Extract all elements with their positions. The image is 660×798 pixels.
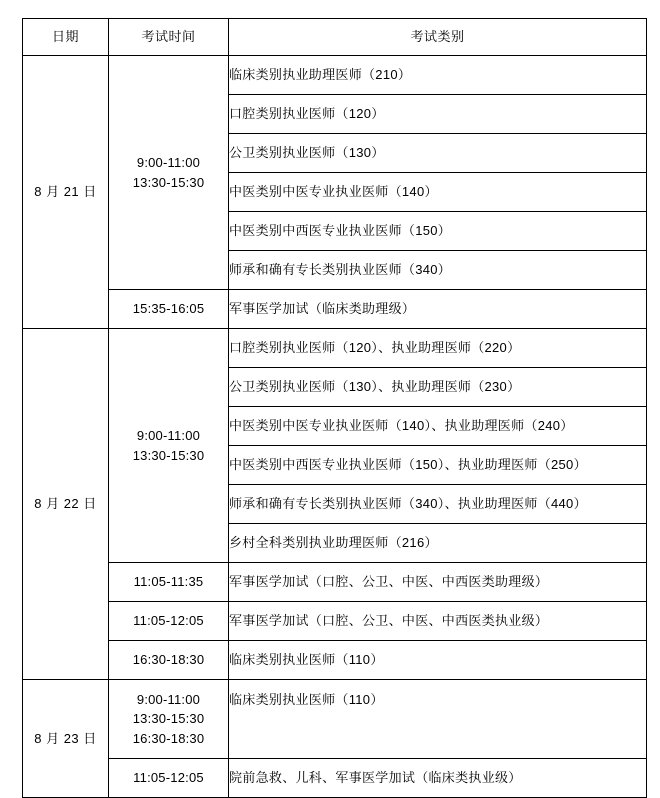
time-cell-day2-group2: 11:05-11:35 bbox=[109, 563, 229, 602]
column-header-time: 考试时间 bbox=[109, 19, 229, 56]
category-cell: 中医类别中医专业执业医师（140） bbox=[229, 173, 647, 212]
category-cell: 军事医学加试（口腔、公卫、中医、中西医类助理级） bbox=[229, 563, 647, 602]
table-row bbox=[23, 759, 647, 798]
table-row bbox=[23, 56, 647, 95]
date-cell-day1: 8 月 21 日 bbox=[23, 56, 109, 329]
category-cell: 军事医学加试（口腔、公卫、中医、中西医类执业级） bbox=[229, 602, 647, 641]
time-cell-day2-group3: 11:05-12:05 bbox=[109, 602, 229, 641]
time-line: 13:30-15:30 bbox=[132, 447, 205, 463]
table-row bbox=[23, 602, 647, 641]
table-body bbox=[23, 56, 647, 798]
time-line: 9:00-11:00 bbox=[136, 691, 201, 707]
category-cell: 公卫类别执业医师（130） bbox=[229, 134, 647, 173]
category-cell: 口腔类别执业医师（120） bbox=[229, 95, 647, 134]
time-line: 13:30-15:30 bbox=[132, 174, 205, 190]
category-cell: 院前急救、儿科、军事医学加试（临床类执业级） bbox=[229, 759, 647, 798]
time-line: 16:30-18:30 bbox=[132, 730, 205, 746]
table-row bbox=[23, 329, 647, 368]
category-cell: 师承和确有专长类别执业医师（340） bbox=[229, 251, 647, 290]
time-line: 9:00-11:00 bbox=[136, 155, 201, 170]
category-cell: 临床类别执业医师（110） bbox=[229, 641, 647, 680]
time-cell-day2-group1 bbox=[109, 329, 229, 563]
time-line: 13:30-15:30 bbox=[132, 711, 205, 727]
category-cell: 公卫类别执业医师（130）、执业助理医师（230） bbox=[229, 368, 647, 407]
time-cell-day1-group2: 15:35-16:05 bbox=[109, 290, 229, 329]
exam-schedule-table bbox=[22, 18, 647, 798]
category-cell: 中医类别中西医专业执业医师（150）、执业助理医师（250） bbox=[229, 446, 647, 485]
time-cell-day2-group4: 16:30-18:30 bbox=[109, 641, 229, 680]
table-row bbox=[23, 680, 647, 759]
column-header-date: 日期 bbox=[23, 19, 109, 56]
category-cell: 中医类别中西医专业执业医师（150） bbox=[229, 212, 647, 251]
time-cell-day1-group1 bbox=[109, 56, 229, 290]
time-line: 9:00-11:00 bbox=[136, 428, 201, 443]
category-cell: 临床类别执业助理医师（210） bbox=[229, 56, 647, 95]
time-cell-day3-group1 bbox=[109, 680, 229, 759]
category-cell: 中医类别中医专业执业医师（140）、执业助理医师（240） bbox=[229, 407, 647, 446]
table-row bbox=[23, 641, 647, 680]
date-cell-day2: 8 月 22 日 bbox=[23, 329, 109, 680]
time-cell-day3-group2: 11:05-12:05 bbox=[109, 759, 229, 798]
date-cell-day3: 8 月 23 日 bbox=[23, 680, 109, 798]
table-header-row bbox=[23, 19, 647, 56]
category-cell: 乡村全科类别执业助理医师（216） bbox=[229, 524, 647, 563]
table-row bbox=[23, 290, 647, 329]
category-cell: 临床类别执业医师（110） bbox=[229, 680, 647, 759]
category-cell: 军事医学加试（临床类助理级） bbox=[229, 290, 647, 329]
table-header bbox=[23, 19, 647, 56]
category-cell: 师承和确有专长类别执业医师（340）、执业助理医师（440） bbox=[229, 485, 647, 524]
column-header-category: 考试类别 bbox=[229, 19, 647, 56]
category-cell: 口腔类别执业医师（120）、执业助理医师（220） bbox=[229, 329, 647, 368]
table-row bbox=[23, 563, 647, 602]
